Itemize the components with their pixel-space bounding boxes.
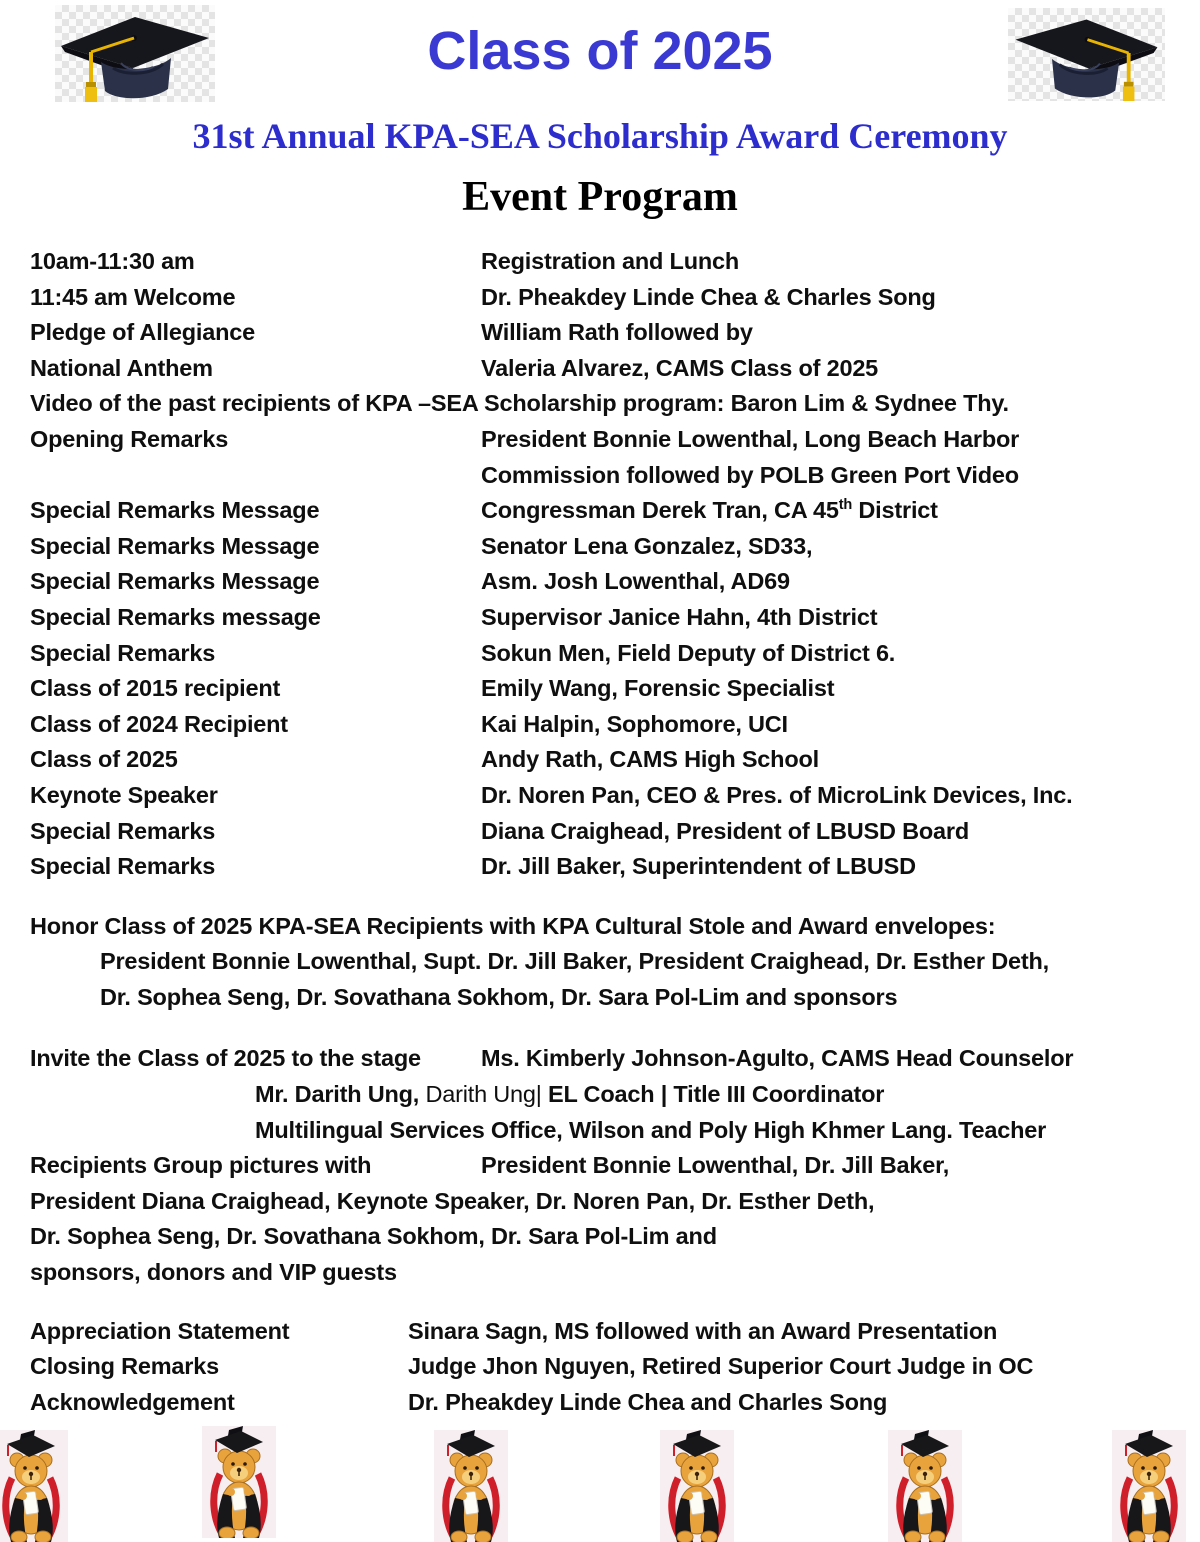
program-item-label: Special Remarks Message bbox=[30, 568, 320, 595]
program-item-value-text: Dr. Noren Pan, CEO & Pres. of MicroLink Devices, Inc. bbox=[481, 781, 1073, 808]
event-subtitle: 31st Annual KPA-SEA Scholarship Award Ceremony bbox=[192, 116, 1008, 156]
program-row bbox=[0, 636, 1200, 672]
program-item-value bbox=[481, 742, 1200, 778]
closing-row bbox=[0, 1314, 1200, 1350]
program-item-value-text: Diana Craighead, President of LBUSD Board bbox=[481, 817, 969, 844]
program-item-value bbox=[481, 814, 1200, 850]
closing-item-value-text: Judge Jhon Nguyen, Retired Superior Court Judge in OC bbox=[408, 1353, 1034, 1380]
closing-item-label: Appreciation Statement bbox=[30, 1317, 290, 1344]
program-item-value bbox=[481, 244, 1200, 280]
closing-item-label: Closing Remarks bbox=[30, 1353, 219, 1380]
program-row bbox=[0, 493, 1200, 529]
page-header bbox=[0, 0, 1200, 104]
program-item-value bbox=[481, 529, 1200, 565]
program-row bbox=[0, 315, 1200, 351]
program-item-value bbox=[481, 707, 1200, 743]
program-item-label: Opening Remarks bbox=[30, 425, 229, 452]
program-item-value-text: Kai Halpin, Sophomore, UCI bbox=[481, 710, 788, 737]
recipients-names-line: Dr. Sophea Seng, Dr. Sovathana Sokhom, Dr. Sara Pol-Lim and bbox=[30, 1223, 717, 1250]
program-item-label: Special Remarks message bbox=[30, 603, 321, 630]
program-row bbox=[0, 529, 1200, 565]
closing-item-value bbox=[408, 1349, 1200, 1385]
program-item-value-text: Senator Lena Gonzalez, SD33, bbox=[481, 532, 813, 559]
program-item-label: Special Remarks bbox=[30, 853, 216, 880]
program-row bbox=[0, 742, 1200, 778]
program-row bbox=[0, 600, 1200, 636]
bear-footer-strip bbox=[0, 1430, 1200, 1540]
graduation-teddy-bear-icon bbox=[1112, 1430, 1186, 1542]
program-row bbox=[0, 458, 1200, 494]
program-item-value-text: Congressman Derek Tran, CA 45 bbox=[481, 497, 839, 524]
program-row bbox=[0, 671, 1200, 707]
closing-item-label: Acknowledgement bbox=[30, 1388, 235, 1415]
honor-section bbox=[0, 909, 1200, 1016]
program-item-value-text: Andy Rath, CAMS High School bbox=[481, 746, 819, 773]
program-item-value bbox=[481, 458, 1200, 494]
graduation-teddy-bear-icon bbox=[434, 1430, 508, 1542]
program-row bbox=[0, 386, 1200, 422]
program-item-label: Video of the past recipients of KPA –SEA Scholarship program: Baron Lim & Sydnee Thy. bbox=[30, 390, 1009, 417]
program-row bbox=[0, 244, 1200, 280]
invite-office-line: Multilingual Services Office, Wilson and Poly High Khmer Lang. Teacher bbox=[255, 1116, 1047, 1143]
coach-name-bold: Mr. Darith Ung, bbox=[255, 1081, 426, 1108]
recipients-label: Recipients Group pictures with bbox=[30, 1152, 372, 1179]
program-item-value-text: Commission followed by POLB Green Port Video bbox=[481, 461, 1019, 488]
recipients-names-line: sponsors, donors and VIP guests bbox=[30, 1259, 397, 1286]
program-item-value-text: Emily Wang, Forensic Specialist bbox=[481, 675, 835, 702]
program-item-value bbox=[481, 778, 1200, 814]
program-item-value-text: Valeria Alvarez, CAMS Class of 2025 bbox=[481, 354, 879, 381]
program-item-value bbox=[481, 315, 1200, 351]
program-item-value-text: President Bonnie Lowenthal, Long Beach Harbor bbox=[481, 425, 1020, 452]
recipients-value: President Bonnie Lowenthal, Dr. Jill Baker, bbox=[481, 1152, 950, 1179]
program-schedule bbox=[0, 244, 1200, 885]
program-item-value bbox=[481, 849, 1200, 885]
program-item-value-text: William Rath followed by bbox=[481, 319, 753, 346]
program-item-label: Class of 2015 recipient bbox=[30, 675, 281, 702]
honor-names-line: Dr. Sophea Seng, Dr. Sovathana Sokhom, Dr. Sara Pol-Lim and sponsors bbox=[100, 983, 898, 1010]
program-heading: Event Program bbox=[462, 174, 738, 220]
graduation-teddy-bear-icon bbox=[888, 1430, 962, 1542]
program-item-value-text: Supervisor Janice Hahn, 4th District bbox=[481, 603, 878, 630]
graduation-teddy-bear-icon bbox=[660, 1430, 734, 1542]
closing-item-value bbox=[408, 1385, 1200, 1421]
program-item-value bbox=[481, 671, 1200, 707]
invite-label: Invite the Class of 2025 to the stage bbox=[30, 1045, 421, 1072]
program-item-value bbox=[481, 493, 1200, 529]
program-row bbox=[0, 814, 1200, 850]
coach-name-regular: Darith Ung| bbox=[425, 1081, 549, 1108]
graduation-teddy-bear-icon bbox=[202, 1422, 276, 1542]
program-row bbox=[0, 351, 1200, 387]
program-item-label: Special Remarks bbox=[30, 639, 216, 666]
closing-row bbox=[0, 1385, 1200, 1421]
program-row bbox=[0, 778, 1200, 814]
closing-item-value-text: Dr. Pheakdey Linde Chea and Charles Song bbox=[408, 1388, 888, 1415]
program-item-value-text: Registration and Lunch bbox=[481, 248, 740, 274]
program-item-value bbox=[481, 280, 1200, 316]
program-row bbox=[0, 849, 1200, 885]
honor-names-line: President Bonnie Lowenthal, Supt. Dr. Jill Baker, President Craighead, Dr. Esther Deth, bbox=[100, 948, 1049, 975]
program-item-value bbox=[481, 422, 1200, 458]
page-title: Class of 2025 bbox=[427, 21, 773, 81]
program-item-value-suffix: District bbox=[852, 497, 938, 524]
closing-section bbox=[0, 1314, 1200, 1421]
program-row bbox=[0, 564, 1200, 600]
honor-heading-line: Honor Class of 2025 KPA-SEA Recipients with KPA Cultural Stole and Award envelopes: bbox=[30, 912, 996, 939]
superscript-text: th bbox=[838, 497, 853, 514]
program-item-value bbox=[481, 351, 1200, 387]
graduation-cap-icon bbox=[55, 5, 215, 102]
program-item-label: Class of 2024 Recipient bbox=[30, 710, 288, 737]
program-item-label: Special Remarks Message bbox=[30, 532, 320, 559]
program-item-value bbox=[481, 600, 1200, 636]
program-item-label: Class of 2025 bbox=[30, 746, 178, 773]
graduation-teddy-bear-icon bbox=[0, 1430, 68, 1542]
program-item-label: 10am-11:30 am bbox=[30, 248, 195, 274]
invite-value: Ms. Kimberly Johnson-Agulto, CAMS Head Counselor bbox=[481, 1045, 1074, 1072]
recipients-pictures-section bbox=[0, 1148, 1200, 1290]
program-item-value bbox=[481, 564, 1200, 600]
program-item-value-text: Asm. Josh Lowenthal, AD69 bbox=[481, 568, 790, 595]
closing-item-value-text: Sinara Sagn, MS followed with an Award Presentation bbox=[408, 1317, 998, 1344]
program-item-label: Keynote Speaker bbox=[30, 781, 218, 808]
program-item-label bbox=[30, 458, 481, 494]
coach-title-bold: EL Coach | Title III Coordinator bbox=[548, 1081, 885, 1108]
closing-row bbox=[0, 1349, 1200, 1385]
program-item-value-text: Dr. Pheakdey Linde Chea & Charles Song bbox=[481, 283, 936, 310]
program-row bbox=[0, 280, 1200, 316]
program-item-label: Special Remarks bbox=[30, 817, 216, 844]
graduation-cap-icon bbox=[1008, 8, 1165, 101]
program-item-label: Special Remarks Message bbox=[30, 497, 320, 524]
closing-item-value bbox=[408, 1314, 1200, 1350]
program-item-label: 11:45 am Welcome bbox=[30, 283, 236, 310]
program-row bbox=[0, 707, 1200, 743]
program-item-value-text: Dr. Jill Baker, Superintendent of LBUSD bbox=[481, 853, 916, 880]
invite-section bbox=[0, 1041, 1200, 1148]
invite-row bbox=[0, 1041, 1200, 1077]
invite-coach-line bbox=[0, 1077, 1200, 1113]
program-item-value bbox=[481, 636, 1200, 672]
program-item-label: Pledge of Allegiance bbox=[30, 319, 255, 346]
recipients-row bbox=[0, 1148, 1200, 1184]
program-item-value-text: Sokun Men, Field Deputy of District 6. bbox=[481, 639, 896, 666]
recipients-names-line: President Diana Craighead, Keynote Speaker, Dr. Noren Pan, Dr. Esther Deth, bbox=[30, 1187, 875, 1214]
program-item-label: National Anthem bbox=[30, 354, 213, 381]
program-row bbox=[0, 422, 1200, 458]
